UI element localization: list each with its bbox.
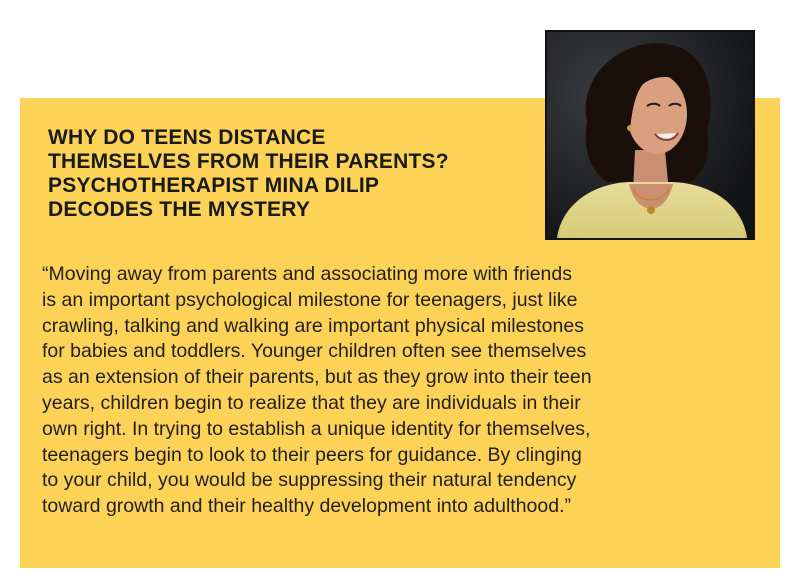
quote-line: own right. In trying to establish a unique identity for themselves,	[42, 417, 591, 440]
quote-line: toward growth and their healthy development into adulthood.”	[42, 495, 572, 518]
quote-line: for babies and toddlers. Younger children often see themselves	[42, 340, 587, 363]
headline-line: THEMSELVES FROM THEIR PARENTS?	[48, 150, 449, 173]
portrait-illustration	[547, 32, 753, 238]
quote-line: as an extension of their parents, but as they grow into their teen	[42, 366, 592, 389]
headline-line: WHY DO TEENS DISTANCE	[48, 126, 326, 149]
portrait-photo	[545, 30, 755, 240]
quote-line: years, children begin to realize that they are individuals in their	[42, 391, 581, 414]
quote-line: is an important psychological milestone for teenagers, just like	[42, 288, 578, 311]
quote-line: to your child, you would be suppressing their natural tendency	[42, 469, 577, 492]
headline-line: DECODES THE MYSTERY	[48, 198, 311, 221]
quote-line: crawling, talking and walking are important physical milestones	[42, 314, 584, 337]
quote-line: teenagers begin to look to their peers for guidance. By clinging	[42, 443, 582, 466]
quote-line: “Moving away from parents and associating more with friends	[42, 263, 572, 285]
headline-line: PSYCHOTHERAPIST MINA DILIP	[48, 174, 380, 197]
quote-text	[42, 262, 758, 520]
headline	[48, 126, 528, 222]
